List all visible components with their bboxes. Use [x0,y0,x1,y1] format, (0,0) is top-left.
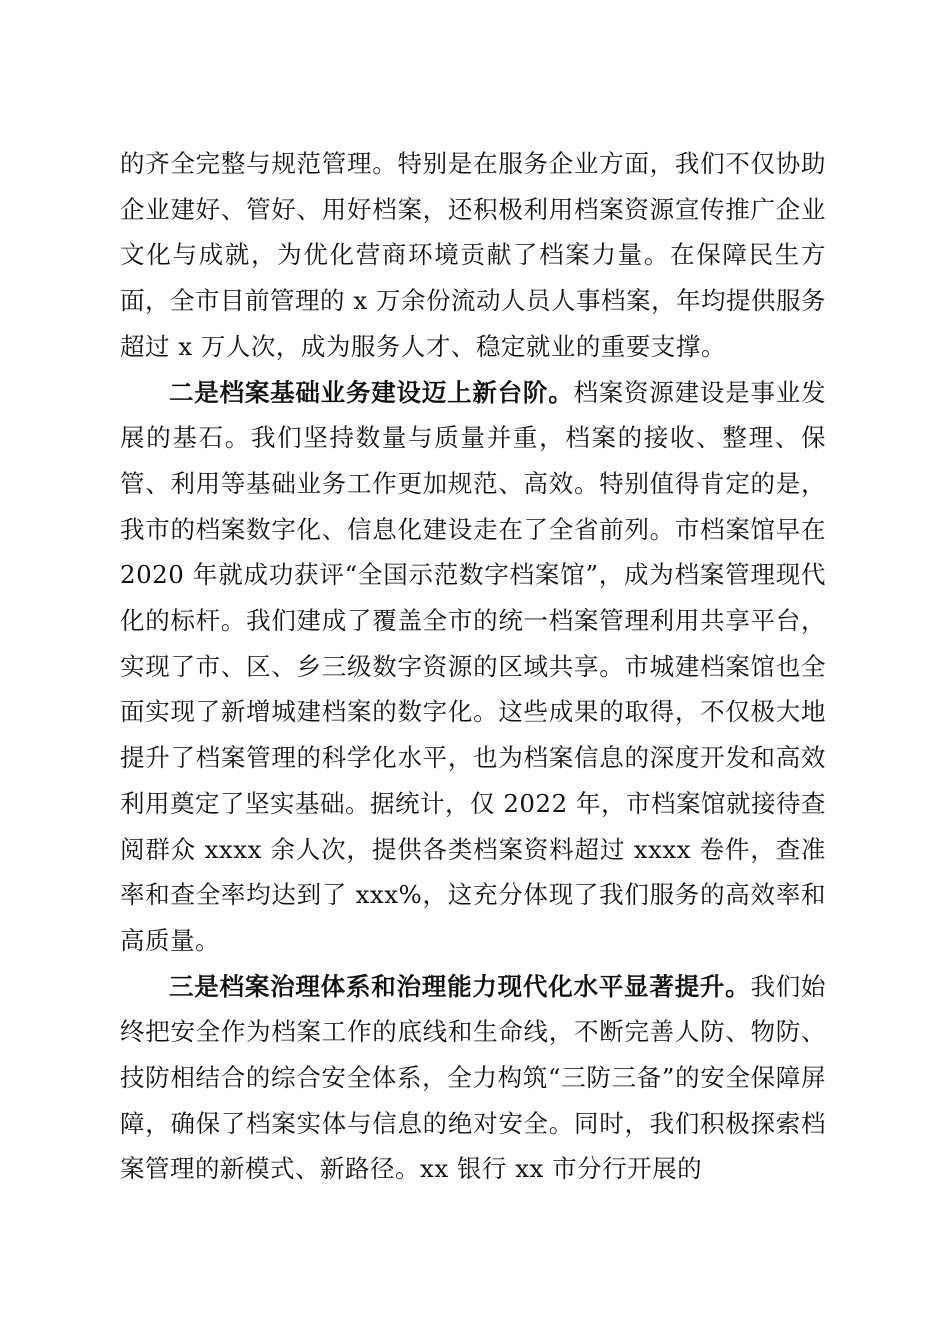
paragraph-3-body: 我们始终把安全作为档案工作的底线和生命线，不断完善人防、物防、技防相结合的综合安全体系，全力构筑“三防三备”的安全保障屏障，确保了档案实体与信息的绝对安全。同时，我们积极探索档案管理的新模式、新路径。xx 银行 xx 市分行开展的 [120,971,826,1184]
paragraph-2-body: 档案资源建设是事业发展的基石。我们坚持数量与质量并重，档案的接收、整理、保管、利用等基础业务工作更加规范、高效。特别值得肯定的是，我市的档案数字化、信息化建设走在了全省前列。市档案馆早在 2020 年就成功获评“全国示范数字档案馆”，成为档案管理现代化的标杆。我们建成了覆盖全市的统一档案管理利用共享平台，实现了市、区、乡三级数字资源的区域共享。市城建档案馆也全面实现了新增城建档案的数字化。这些成果的取得，不仅极大地提升了档案管理的科学化水平，也为档案信息的深度开发和高效利用奠定了坚实基础。据统计，仅 2022 年，市档案馆就接待查阅群众 xxxx 余人次，提供各类档案资料超过 xxxx 卷件，查准率和查全率均达到了 xxx%，这充分体现了我们服务的高效率和高质量。 [120,377,827,955]
paragraph-1-body: 的齐全完整与规范管理。特别是在服务企业方面，我们不仅协助企业建好、管好、用好档案，还积极利用档案资源宣传推广企业文化与成就，为优化营商环境贡献了档案力量。在保障民生方面，全市目前管理的 x 万余份流动人员人事档案，年均提供服务超过 x 万人次，成为服务人才、稳定就业的重要支撑。 [120,149,826,361]
paragraph-2-heading: 二是档案基础业务建设迈上新台阶。 [169,377,574,407]
paragraph-3 [120,964,826,1193]
paragraph-3-heading: 三是档案治理体系和治理能力现代化水平显著提升。 [169,971,751,1001]
document-body [120,141,826,1192]
paragraph-2 [120,370,826,964]
paragraph-1 [120,141,826,370]
